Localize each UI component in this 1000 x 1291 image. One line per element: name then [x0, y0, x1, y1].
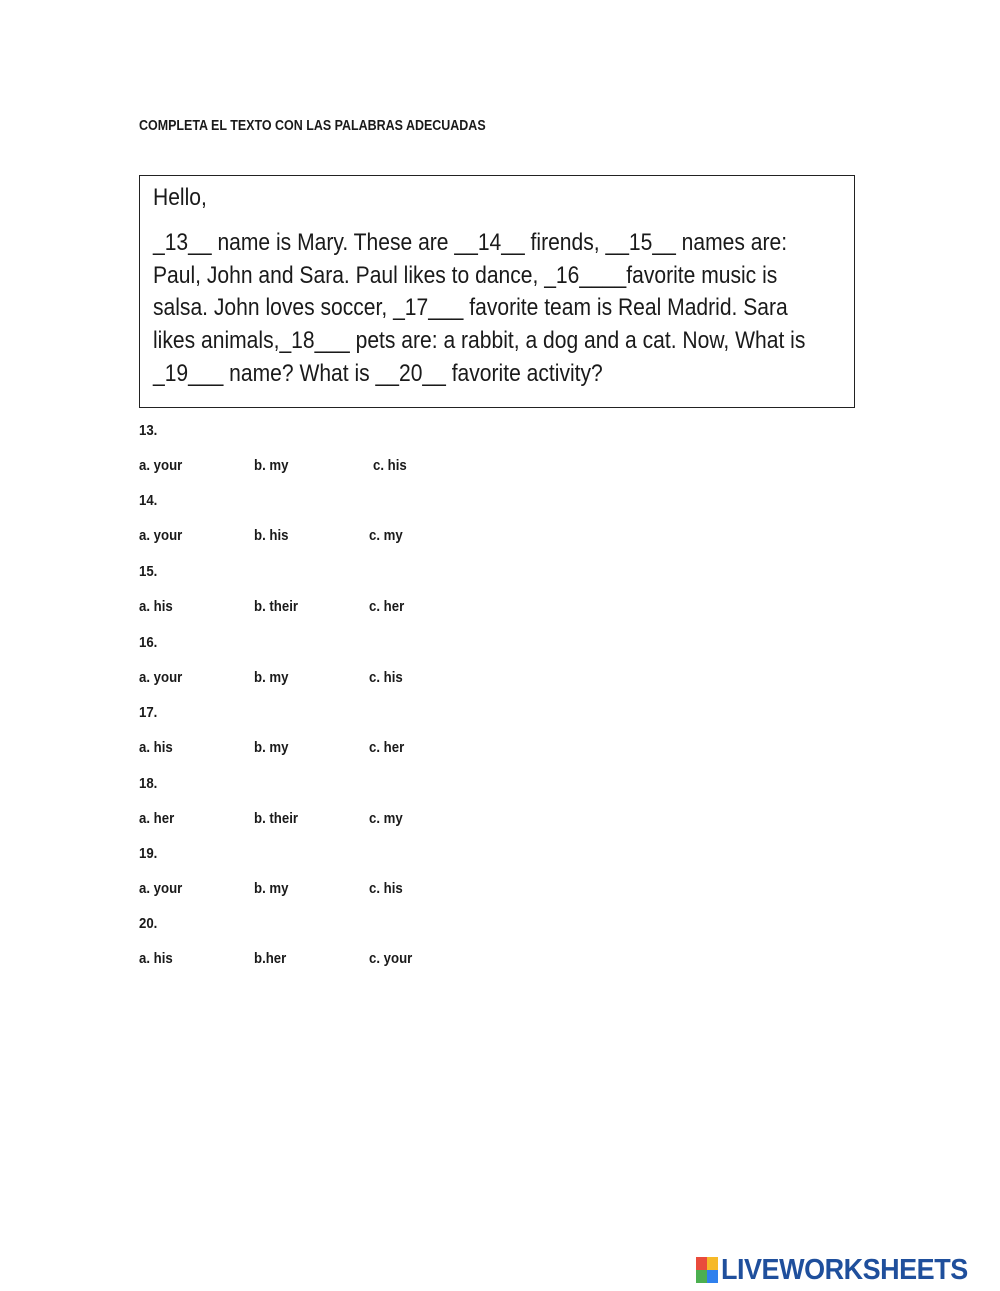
question-number: 15. [139, 563, 158, 580]
option-c[interactable]: c. your [369, 950, 413, 967]
question-number: 20. [139, 915, 158, 932]
option-a[interactable]: a. his [139, 950, 173, 967]
option-c[interactable]: c. his [373, 457, 407, 474]
logo-icon-square [707, 1270, 718, 1283]
option-b[interactable]: b. my [254, 880, 289, 897]
option-a[interactable]: a. his [139, 739, 173, 756]
paragraph-line: likes animals,_18___ pets are: a rabbit, a dog and a cat. Now, What is [153, 327, 806, 354]
option-c[interactable]: c. his [369, 880, 403, 897]
option-c[interactable]: c. my [369, 810, 403, 827]
option-b[interactable]: b. my [254, 739, 289, 756]
paragraph-line: _19___ name? What is __20__ favorite activity? [153, 360, 603, 387]
option-b[interactable]: b.her [254, 950, 287, 967]
option-a[interactable]: a. your [139, 527, 183, 544]
logo-icon-square [696, 1270, 707, 1283]
greeting: Hello, [153, 184, 207, 211]
option-a[interactable]: a. your [139, 457, 183, 474]
option-a[interactable]: a. your [139, 669, 183, 686]
paragraph-line: salsa. John loves soccer, _17___ favorite team is Real Madrid. Sara [153, 294, 788, 321]
paragraph-line: Paul, John and Sara. Paul likes to dance, _16____favorite music is [153, 262, 778, 289]
option-c[interactable]: c. her [369, 739, 405, 756]
option-a[interactable]: a. your [139, 880, 183, 897]
logo-icon-square [707, 1257, 718, 1270]
option-c[interactable]: c. his [369, 669, 403, 686]
logo-text: LIVEWORKSHEETS [721, 1253, 968, 1286]
option-b[interactable]: b. their [254, 810, 299, 827]
option-b[interactable]: b. their [254, 598, 299, 615]
option-a[interactable]: a. her [139, 810, 175, 827]
option-b[interactable]: b. his [254, 527, 289, 544]
question-number: 13. [139, 422, 158, 439]
option-b[interactable]: b. my [254, 669, 289, 686]
liveworksheets-logo [696, 1254, 986, 1286]
paragraph-line: _13__ name is Mary. These are __14__ firends, __15__ names are: [153, 229, 788, 256]
question-number: 18. [139, 775, 158, 792]
logo-icon-square [696, 1257, 707, 1270]
text-box [139, 175, 855, 408]
question-number: 19. [139, 845, 158, 862]
question-number: 17. [139, 704, 158, 721]
option-c[interactable]: c. my [369, 527, 403, 544]
question-number: 16. [139, 634, 158, 651]
liveworksheets-logo-icon [696, 1257, 718, 1283]
instruction-heading: COMPLETA EL TEXTO CON LAS PALABRAS ADECUADAS [139, 118, 486, 134]
option-c[interactable]: c. her [369, 598, 405, 615]
question-number: 14. [139, 492, 158, 509]
option-a[interactable]: a. his [139, 598, 173, 615]
option-b[interactable]: b. my [254, 457, 289, 474]
